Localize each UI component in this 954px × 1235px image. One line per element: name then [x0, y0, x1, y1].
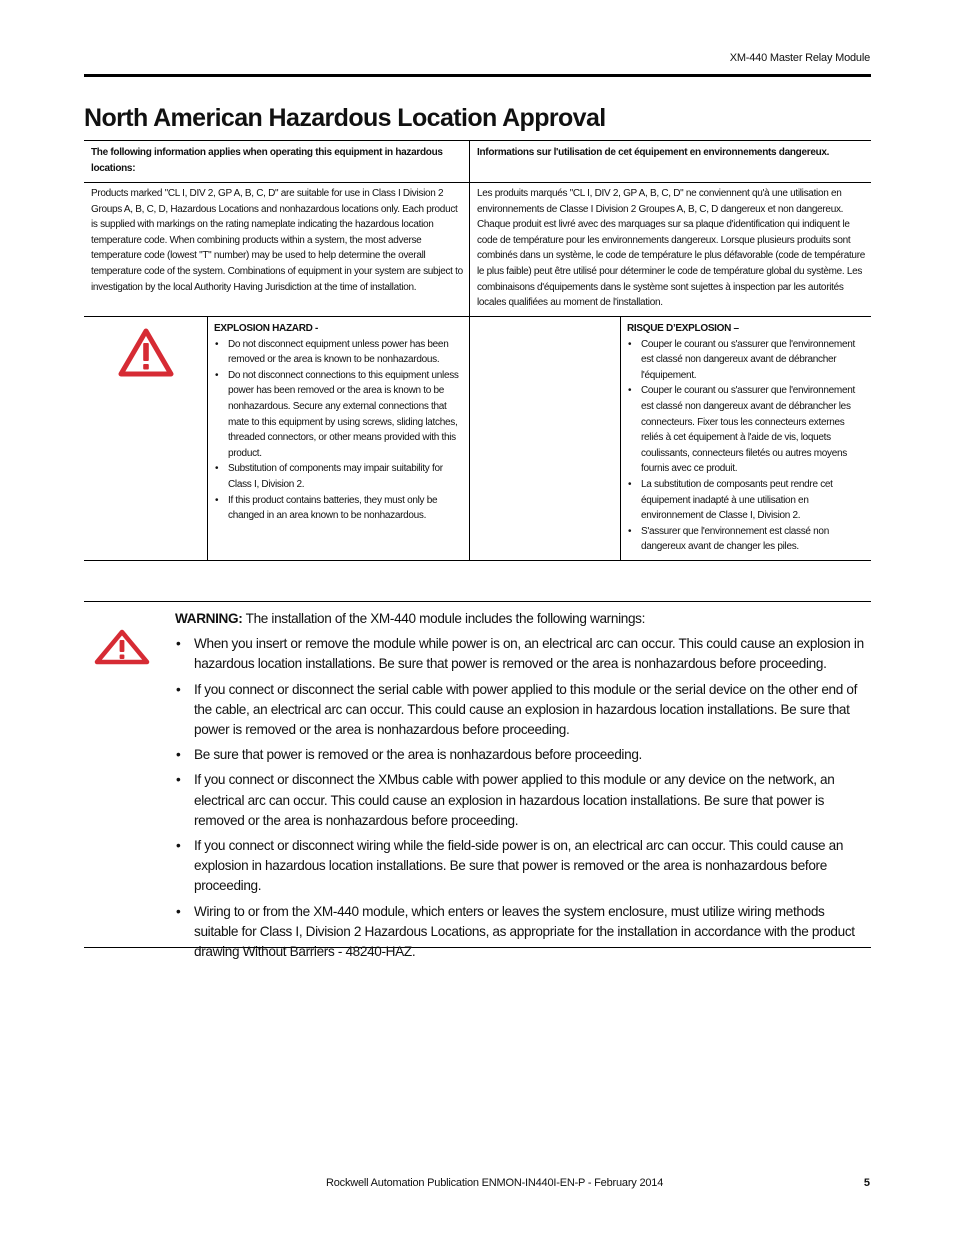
list-item: • Substitution of components may impair suitability for Class I, Division 2.	[214, 461, 463, 492]
page-title: North American Hazardous Location Approval	[84, 104, 606, 132]
hazard-list-fr	[627, 337, 865, 555]
hazard-title-fr: RISQUE D’EXPLOSION –	[627, 323, 739, 334]
running-header: XM-440 Master Relay Module	[729, 52, 870, 64]
warning-box	[84, 601, 871, 960]
hazard-text-en	[208, 317, 470, 560]
hazardous-location-table	[84, 140, 871, 561]
list-item: • If you connect or disconnect wiring while the field-side power is on, an electrical arc can occur. This could cause an explosion in hazardous location installations. Be sure that power is removed or the area is nonhazardous before proceeding.	[175, 836, 868, 897]
hazard-title-en: EXPLOSION HAZARD -	[214, 323, 319, 334]
warning-intro	[175, 609, 868, 629]
list-item: • Do not disconnect connections to this equipment unless power has been removed or the area is known to be nonhazardous. Secure any external connections that mate to this equipment by using screws, sliding latches, threaded connectors, or other means provided with this product.	[214, 368, 463, 462]
hazard-text-fr	[621, 317, 871, 560]
hazard-list-en	[214, 337, 463, 524]
warning-triangle-icon	[118, 327, 174, 377]
list-item: • If this product contains batteries, they must only be changed in an area known to be nonhazardous.	[214, 493, 463, 524]
blank-cell	[470, 317, 621, 560]
warning-list	[175, 634, 868, 962]
list-item: • Be sure that power is removed or the area is nonhazardous before proceeding.	[175, 745, 868, 765]
warning-intro-text: The installation of the XM-440 module includes the following warnings:	[242, 611, 646, 626]
list-item: • Do not disconnect equipment unless power has been removed or the area is known to be nonhazardous.	[214, 337, 463, 368]
list-item: • When you insert or remove the module while power is on, an electrical arc can occur. This could cause an explosion in hazardous location installations. Be sure that power is removed or the area is nonhazardous before proceeding.	[175, 634, 868, 674]
table-header-fr: Informations sur l'utilisation de cet équipement en environnements dangereux.	[477, 147, 830, 158]
list-item: • If you connect or disconnect the XMbus cable with power applied to this module or any device on the network, an electrical arc can occur. This could cause an explosion in hazardous location installations. Be sure that power is removed or the area is nonhazardous before proceeding.	[175, 770, 868, 831]
warning-icon-wrap	[94, 629, 150, 670]
list-item: • If you connect or disconnect the serial cable with power applied to this module or the serial device on the other end of the cable, an electrical arc can occur. This could cause an explosion in hazardous location installations. Be sure that power is removed or the area is nonhazardous before proceeding.	[175, 680, 868, 741]
table-body-row	[84, 183, 871, 317]
warning-content	[175, 609, 868, 967]
page-number: 5	[863, 1177, 870, 1189]
table-header-en: The following information applies when operating this equipment in hazardous locations:	[84, 141, 470, 182]
list-item: • S'assurer que l'environnement est classé non dangereux avant de changer les piles.	[627, 524, 865, 555]
warning-triangle-icon	[94, 629, 150, 665]
header-rule	[84, 74, 871, 77]
footer-publication: Rockwell Automation Publication ENMON-IN440I-EN-P - February 2014	[326, 1177, 664, 1189]
table-header-row	[84, 141, 871, 183]
hazard-icon-cell	[84, 317, 208, 560]
list-item: • Wiring to or from the XM-440 module, which enters or leaves the system enclosure, must utilize wiring methods suitable for Class I, Division 2 Hazardous Locations, as appropriate for the installation in accordance with the product drawing Without Barriers - 48240-HAZ.	[175, 902, 868, 963]
warning-label: WARNING:	[175, 611, 243, 626]
table-hazard-row	[84, 317, 871, 560]
table-body-en: Products marked "CL I, DIV 2, GP A, B, C, D" are suitable for use in Class I Division 2 Groups A, B, C, D, Hazardous Locations and nonhazardous locations only. Each product is supplied with markings on the rating nameplate indicating the hazardous location temperature code. When combining products within a system, the most adverse temperature code (lowest "T" number) may be used to help determine the overall temperature code of the system. Combinations of equipment in your system are subject to investigation by the local Authority Having Jurisdiction at the time of installation.	[84, 183, 470, 316]
list-item: • Couper le courant ou s'assurer que l'environnement est classé non dangereux avant de débrancher l'équipement.	[627, 337, 865, 384]
table-body-fr: Les produits marqués "CL I, DIV 2, GP A, B, C, D" ne conviennent qu'à une utilisation en environnements de Classe I Division 2 Groupes A, B, C, D dangereux et non dangereux. Chaque produit est livré avec des marquages sur sa plaque d'identification qui indiquent le code de température pour les environnements dangereux. Lorsque plusieurs produits sont combinés dans un système, le code de température le plus défavorable (code de température le plus faible) peut être utilisé pour déterminer le code de température global du système. Les combinaisons d'équipements dans le système sont sujettes à inspection par les autorités locales qualifiées au moment de l'installation.	[477, 188, 865, 309]
list-item: • La substitution de composants peut rendre cet équipement inadapté à une utilisation en environnement de Classe I, Division 2.	[627, 477, 865, 524]
list-item: • Couper le courant ou s'assurer que l'environnement est classé non dangereux avant de débrancher les connecteurs. Fixer tous les connecteurs externes reliés à cet équipement à l'aide de vis, loquets coulissants, connecteurs filetés ou autres moyens fournis avec ce produit.	[627, 383, 865, 477]
